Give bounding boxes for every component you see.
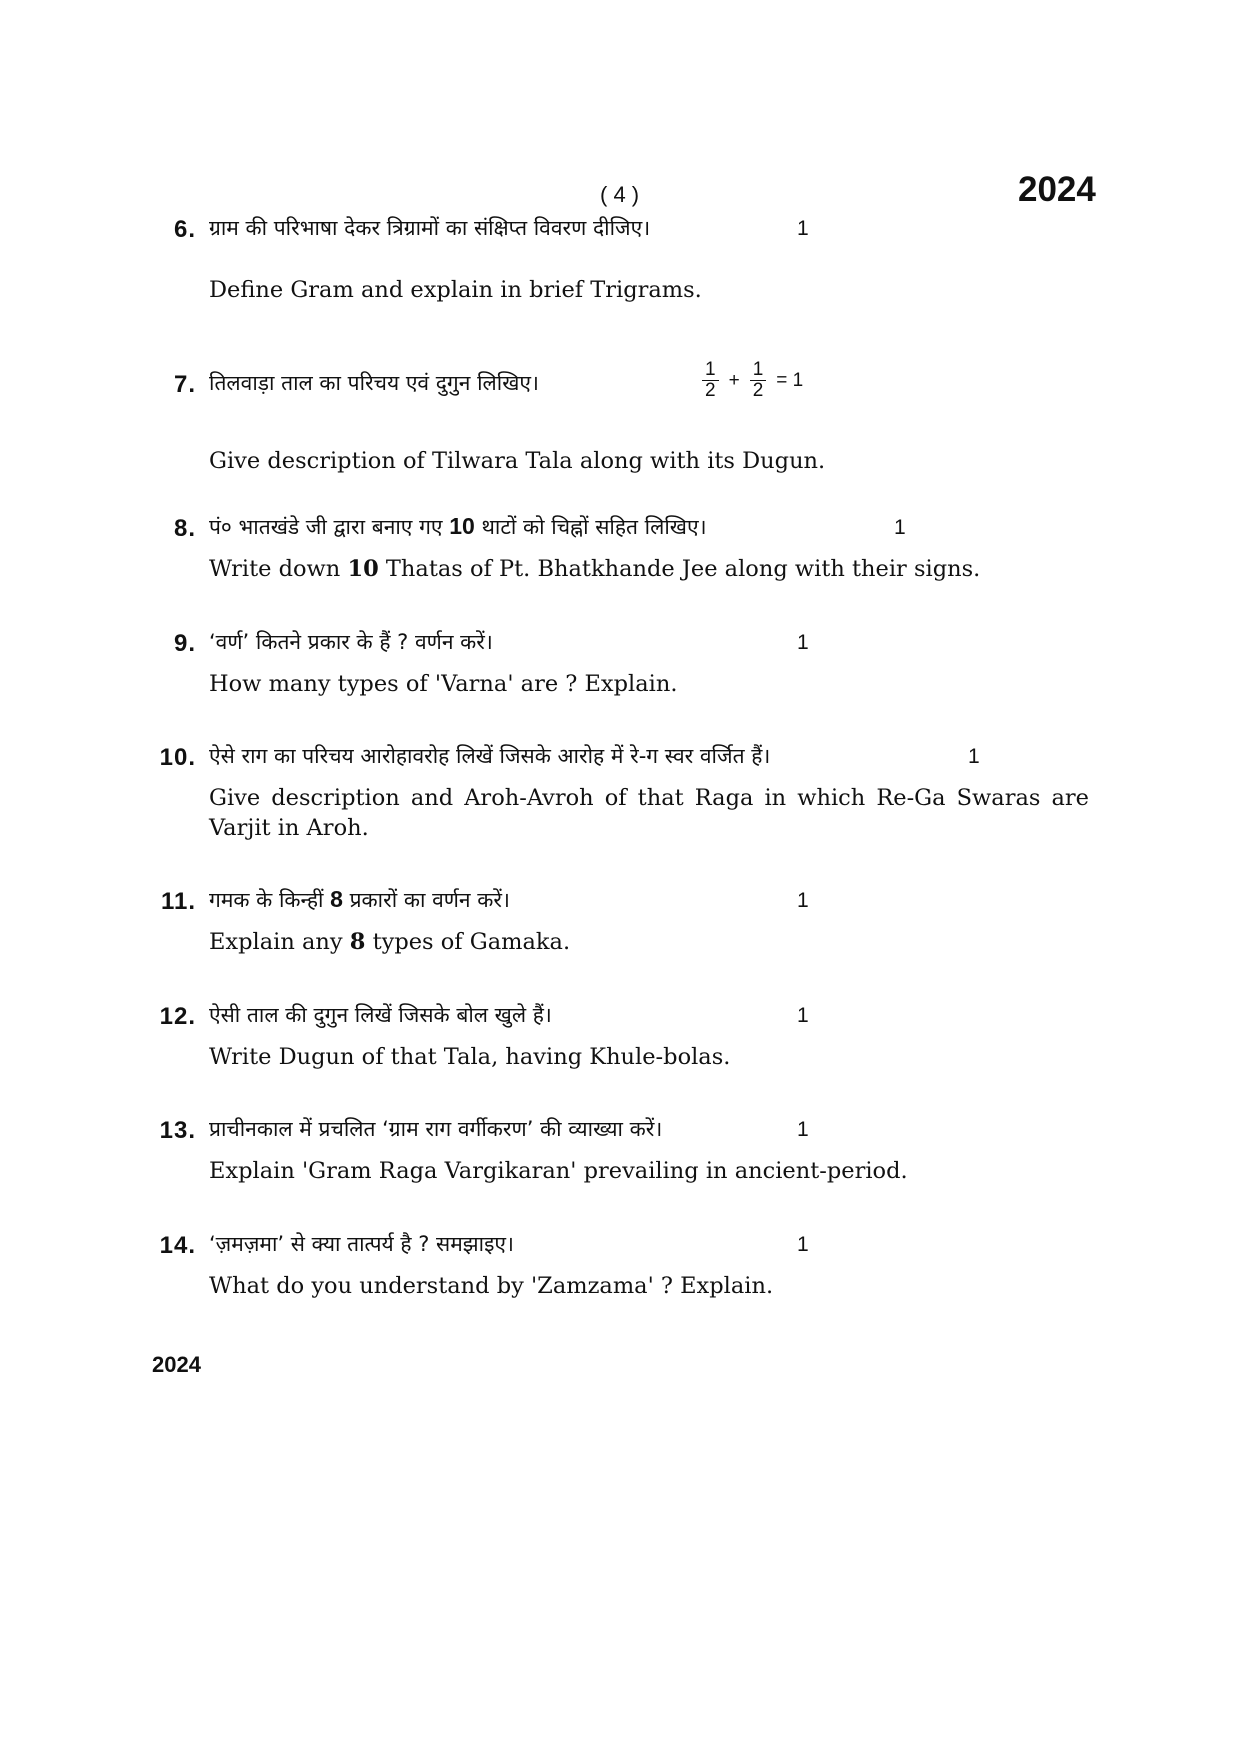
fraction-denominator: 2 — [752, 380, 764, 401]
question-number: 8. — [173, 515, 196, 542]
question-number: 10. — [159, 744, 196, 771]
fraction-numerator: 1 — [702, 360, 719, 381]
question-marks: 1 — [797, 1118, 809, 1141]
question-number: 13. — [159, 1117, 196, 1144]
hindi-bold-number: 8 — [330, 886, 343, 912]
footer-year: 2024 — [152, 1352, 201, 1377]
question-marks: 1 — [797, 1233, 809, 1256]
question-hindi: ऐसी ताल की दुगुन लिखें जिसके बोल खुले हैं। — [209, 1003, 552, 1027]
question-number: 14. — [159, 1232, 196, 1259]
question-number: 9. — [173, 630, 196, 657]
question-hindi: ग्राम की परिभाषा देकर त्रिग्रामों का संक्षिप्त विवरण दीजिए। — [209, 216, 651, 240]
hindi-text: थाटों को चिह्नों सहित लिखिए। — [481, 515, 707, 539]
question-hindi — [209, 513, 707, 541]
question-number: 6. — [173, 216, 196, 243]
question-marks: 1 — [797, 631, 809, 654]
question-english — [209, 556, 980, 582]
question-number: 11. — [160, 888, 196, 915]
fraction-denominator: 2 — [705, 380, 716, 401]
fraction-numerator: 1 — [750, 360, 767, 381]
english-bold-number: 8 — [349, 929, 366, 955]
question-english: Give description of Tilwara Tala along with its Dugun. — [209, 448, 826, 474]
marks-fraction — [696, 360, 807, 401]
english-text: Thatas of Pt. Bhatkhande Jee along with their signs. — [385, 556, 981, 582]
question-english: Explain 'Gram Raga Vargikaran' prevailing in ancient-period. — [209, 1158, 908, 1184]
question-english: Write Dugun of that Tala, having Khule-bolas. — [209, 1044, 731, 1070]
question-english: What do you understand by 'Zamzama' ? Explain. — [209, 1273, 774, 1299]
question-marks: 1 — [797, 217, 809, 240]
question-hindi: ‘ज़मज़मा’ से क्या तात्पर्य है ? समझाइए। — [209, 1232, 514, 1256]
question-hindi: प्राचीनकाल में प्रचलित ‘ग्राम राग वर्गीकरण’ की व्याख्या करें। — [209, 1117, 663, 1141]
hindi-bold-number: 10 — [449, 513, 475, 539]
question-hindi — [209, 886, 510, 914]
question-marks: 1 — [968, 745, 980, 768]
question-marks: 1 — [894, 516, 906, 539]
question-hindi: तिलवाड़ा ताल का परिचय एवं दुगुन लिखिए। — [209, 371, 539, 395]
fraction-half — [750, 360, 767, 401]
question-english: How many types of 'Varna' are ? Explain. — [209, 671, 678, 697]
question-number: 7. — [173, 371, 196, 398]
question-english: Define Gram and explain in brief Trigrams. — [209, 277, 702, 303]
fraction-half — [702, 360, 719, 401]
page-number: ( 4 ) — [600, 182, 640, 207]
question-hindi: ऐसे राग का परिचय आरोहावरोह लिखें जिसके आरोह में रे-ग स्वर वर्जित हैं। — [209, 744, 771, 768]
english-text: Explain any — [209, 929, 343, 955]
question-hindi: ‘वर्ण’ कितने प्रकार के हैं ? वर्णन करें। — [209, 630, 493, 654]
question-marks: 1 — [797, 889, 809, 912]
hindi-text: प्रकारों का वर्णन करें। — [349, 888, 510, 912]
question-english: Give description and Aroh-Avroh of that Raga in which Re-Ga Swaras are Varjit in Aroh. — [209, 785, 1089, 841]
hindi-text: पं० भातखंडे जी द्वारा बनाए गए — [209, 515, 443, 539]
question-number: 12. — [159, 1003, 196, 1030]
english-text: types of Gamaka. — [372, 929, 571, 955]
english-bold-number: 10 — [347, 556, 379, 582]
header-year: 2024 — [1018, 170, 1096, 209]
question-marks: 1 — [797, 1004, 809, 1027]
equals-total: = 1 — [776, 369, 804, 391]
english-text: Write down — [209, 556, 341, 582]
question-english — [209, 929, 570, 955]
hindi-text: गमक के किन्हीं — [209, 888, 324, 912]
plus-sign: + — [728, 369, 740, 391]
